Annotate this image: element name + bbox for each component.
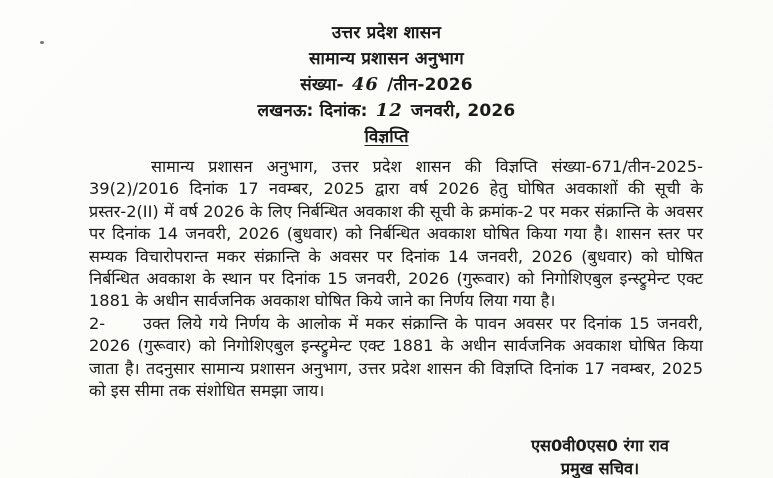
handwritten-date: 12	[375, 100, 403, 121]
signature-block	[500, 434, 700, 478]
department-name: सामान्य प्रशासन अनुभाग	[309, 49, 464, 69]
handwritten-number: 46	[351, 74, 379, 95]
title-text: विज्ञप्ति	[364, 127, 409, 147]
document-header	[0, 20, 773, 124]
document-body	[89, 156, 703, 402]
number-suffix: /तीन-2026	[387, 75, 473, 95]
signatory-name: एस0वी0एस0 रंगा राव	[531, 436, 669, 455]
notification-number-line	[0, 72, 773, 98]
number-prefix: संख्या-	[300, 75, 344, 95]
date-suffix: जनवरी, 2026	[410, 101, 516, 121]
paragraph-2-text: उक्त लिये गये निर्णय के आलोक में मकर संक्रान्ति के पावन अवसर पर दिनांक 15 जनवरी, 2026 (गुरूवार) को निगोशिएबुल इन्स्ट्रुमेन्ट एक्ट 1881 के अधीन सार्वजनिक अवकाश घोषित किया जाता है। तदनुसार सामान्य प्रशासन अनुभाग, उत्तर प्रदेश शासन की विज्ञप्ति दिनांक 17 नवम्बर, 2025 को इस सीमा तक संशोधित समझा जाय।	[89, 313, 703, 401]
place-date-prefix: लखनऊ: दिनांक:	[257, 101, 368, 121]
paragraph-1: सामान्य प्रशासन अनुभाग, उत्तर प्रदेश शासन की विज्ञप्ति संख्या-671/तीन-2025-39(2)/2016 दिनांक 17 नवम्बर, 2025 द्वारा वर्ष 2026 हेतु घोषित अवकाशों की सूची के प्रस्तर-2(II) में वर्ष 2026 के लिए निर्बन्धित अवकाश की सूची के क्रमांक-2 पर मकर संक्रान्ति के अवसर पर दिनांक 14 जनवरी, 2026 (बुधवार) को निर्बन्धित अवकाश घोषित किया गया है। शासन स्तर पर सम्यक विचारोपरान्त मकर संक्रान्ति के अवसर पर दिनांक 14 जनवरी, 2026 (बुधवार) को घोषित निर्बन्धित अवकाश के स्थान पर दिनांक 15 जनवरी, 2026 (गुरूवार) को निगोशिएबुल इन्स्ट्रुमेन्ट एक्ट 1881 के अधीन सार्वजनिक अवकाश घोषित किये जाने का निर्णय लिया गया है।	[89, 157, 703, 311]
government-name: उत्तर प्रदेश शासन	[331, 23, 442, 43]
signatory-designation: प्रमुख सचिव।	[560, 459, 640, 478]
paragraph-2	[89, 313, 703, 403]
document-title	[0, 124, 773, 147]
paragraph-2-number: 2-	[89, 313, 106, 333]
place-date-line	[0, 98, 773, 124]
